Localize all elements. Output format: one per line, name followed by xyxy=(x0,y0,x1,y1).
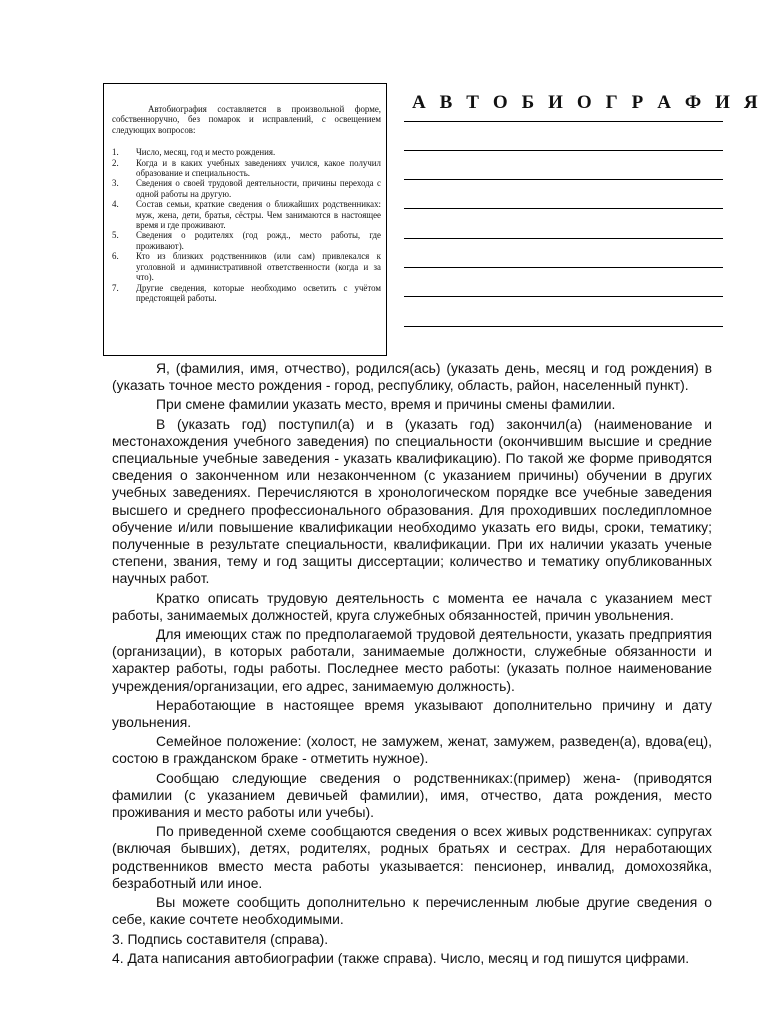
fill-in-line xyxy=(404,179,723,180)
instructions-intro: Автобиография составляется в произвольной форме, собственноручно, без помарок и исправлений, с освещением следующих вопросов: xyxy=(112,104,381,135)
instruction-text: Сведения о родителях (год рожд., место работы, где проживают). xyxy=(136,230,381,251)
body-paragraph: По приведенной схеме сообщаются сведения о всех живых родственниках: супругах (включая бывших), детях, родителях, родных братьях и сестрах. Для неработающих родственников вместо места работы указывается: пенсионер, инвалид, домохозяйка, безработный или иное. xyxy=(112,823,712,891)
body-paragraph: Неработающие в настоящее время указывают дополнительно причину и дату увольнения. xyxy=(112,696,712,731)
fill-in-line xyxy=(404,208,723,209)
body-paragraph: Я, (фамилия, имя, отчество), родился(ась) (указать день, месяц и год рождения) в (указать точное место рождения - город, республику, область, район, населенный пункт). xyxy=(112,360,712,394)
instruction-text: Число, месяц, год и место рождения. xyxy=(136,147,276,158)
body-paragraph: Кратко описать трудовую деятельность с момента ее начала с указанием мест работы, занимаемых должностей, круга служебных обязанностей, причин увольнения. xyxy=(112,589,712,623)
instruction-number: 3. xyxy=(112,178,119,189)
instruction-text: Кто из близких родственников (или сам) привлекался к уголовной и административной ответственности (когда и за что). xyxy=(136,251,381,283)
fill-in-line xyxy=(404,150,723,151)
instruction-item xyxy=(112,147,381,157)
fill-in-line xyxy=(404,121,723,122)
instruction-item xyxy=(112,251,381,282)
fill-in-line xyxy=(404,296,723,297)
instruction-number: 7. xyxy=(112,282,119,293)
fill-in-line xyxy=(404,326,723,327)
instruction-text: Состав семьи, краткие сведения о ближайших родственниках: муж, жена, дети, братья, сёстры. Чем занимаются в настоящее время и где проживают. xyxy=(136,199,381,231)
instruction-item xyxy=(112,199,381,230)
instruction-item xyxy=(112,178,381,199)
instructions-box xyxy=(103,83,387,356)
fill-in-line xyxy=(404,267,723,268)
instruction-number: 4. xyxy=(112,199,119,210)
body-paragraph: Сообщаю следующие сведения о родственниках:(пример) жена- (приводятся фамилии (с указанием девичьей фамилии), имя, отчество, дата рождения, место проживания и место работы или учебы). xyxy=(112,769,712,821)
instruction-text: Другие сведения, которые необходимо осветить с учётом предстоящей работы. xyxy=(136,282,381,303)
instruction-number: 2. xyxy=(112,157,119,168)
body-text xyxy=(112,360,712,969)
body-paragraph: Для имеющих стаж по предполагаемой трудовой деятельности, указать предприятия (организации), в которых работали, занимаемые должности, служебные обязанности и характер работы, годы работы. Последнее место работы: (указать полное наименование учреждения/организации, его адрес, занимаемую должность). xyxy=(112,626,712,694)
signature-note: 3. Подпись составителя (справа). xyxy=(112,930,329,947)
form-title: А В Т О Б И О Г Р А Ф И Я xyxy=(412,92,763,113)
body-paragraph: В (указать год) поступил(а) и в (указать год) закончил(а) (наименование и местонахождения учебного заведения) по специальности (окончившим высшие и средние специальные учебные заведения - указать квалификацию). По такой же форме приводятся сведения о законченном или незаконченном (с указанием причины) обучении в других учебных заведениях. Перечисляются в хронологическом порядке все учебные заведения высшего и среднего профессионального образования. Для проходивших последипломное обучение и/или повышение квалификации необходимо указать его виды, сроки, тематику; полученные в результате специальности, квалификации. При их наличии указать ученые степени, звания, тему и год защиты диссертации; количество и тематику опубликованных научных работ. xyxy=(112,415,712,587)
body-paragraph: Семейное положение: (холост, не замужем, женат, замужем, разведен(а), вдова(ец), состою в гражданском браке - отметить нужное). xyxy=(112,733,712,767)
instruction-item xyxy=(112,158,381,179)
instruction-number: 5. xyxy=(112,230,119,241)
instruction-number: 1. xyxy=(112,147,119,158)
body-paragraph: При смене фамилии указать место, время и причины смены фамилии. xyxy=(156,396,616,413)
instruction-item xyxy=(112,230,381,251)
date-note: 4. Дата написания автобиографии (также справа). Число, месяц и год пишутся цифрами. xyxy=(112,949,690,966)
instruction-text: Когда и в каких учебных заведениях учился, какое получил образование и специальность. xyxy=(136,157,381,179)
fill-in-line xyxy=(404,238,723,239)
instructions-list xyxy=(112,147,381,303)
instruction-number: 6. xyxy=(112,251,119,262)
instruction-item xyxy=(112,283,381,304)
instruction-text: Сведения о своей трудовой деятельности, причины перехода с одной работы на другую. xyxy=(136,178,381,199)
body-paragraph: Вы можете сообщить дополнительно к перечисленным любые другие сведения о себе, какие сочтете необходимыми. xyxy=(112,894,712,928)
